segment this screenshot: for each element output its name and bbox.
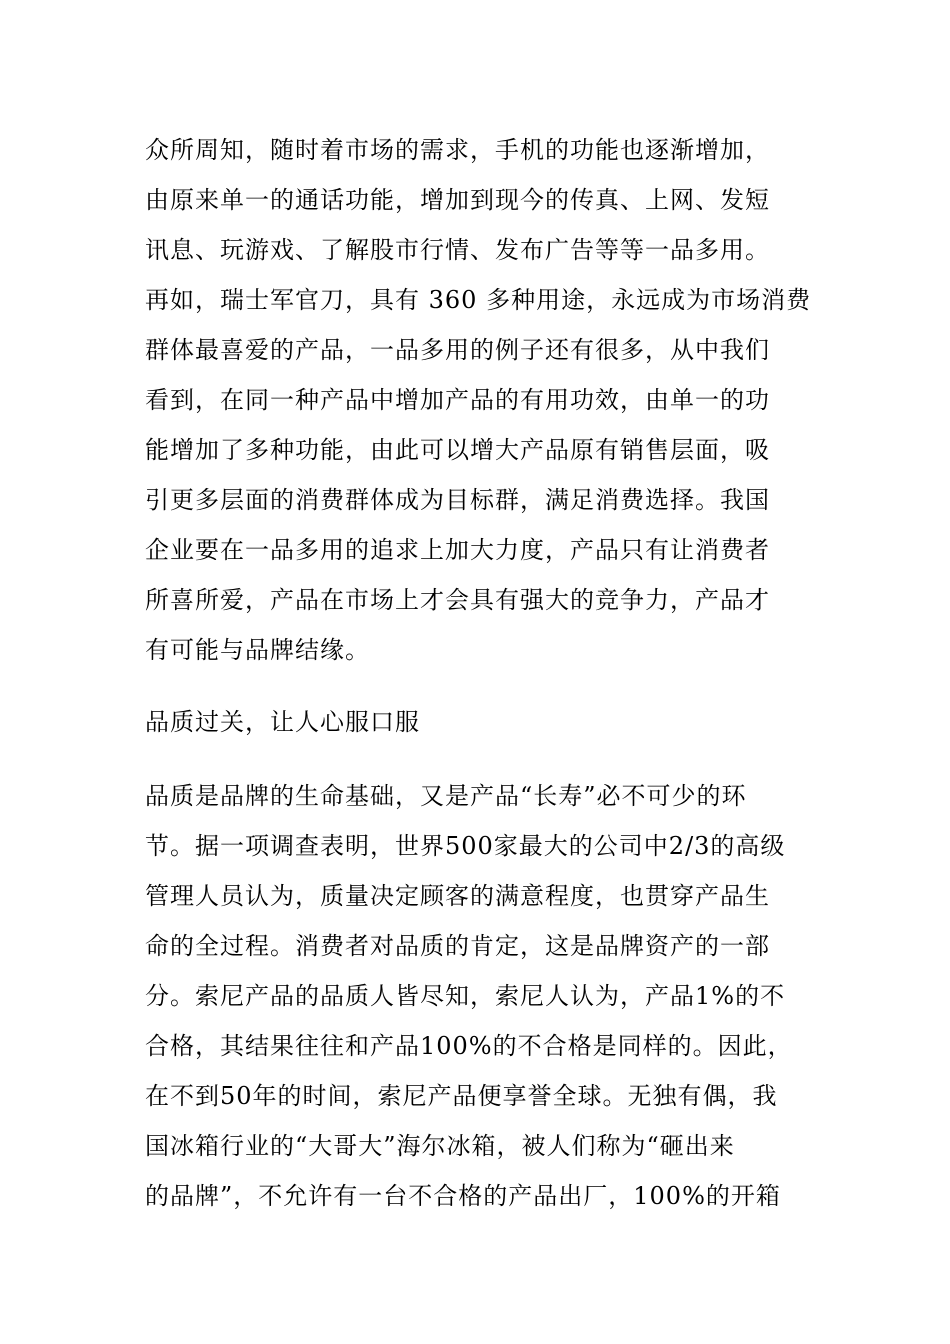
text-line: 的品牌”，不允许有一台不合格的产品出厂，100%的开箱: [145, 1182, 781, 1210]
text-line: 由原来单一的通话功能，增加到现今的传真、上网、发短: [145, 186, 770, 214]
text-line: 再如，瑞士军官刀，具有 360 多种用途，永远成为市场消费: [145, 286, 812, 314]
text-line: 节。据一项调查表明，世界500家最大的公司中2/3的高级: [145, 832, 786, 860]
text-line: 讯息、玩游戏、了解股市行情、发布广告等等一品多用。: [145, 236, 770, 264]
text-line: 命的全过程。消费者对品质的肯定，这是品牌资产的一部: [145, 932, 770, 960]
text-line: 国冰箱行业的“大哥大”海尔冰箱，被人们称为“砸出来: [145, 1132, 735, 1160]
text-line: 群体最喜爱的产品，一品多用的例子还有很多，从中我们: [145, 336, 770, 364]
text-line: 分。索尼产品的品质人皆尽知，索尼人认为，产品1%的不: [145, 982, 786, 1010]
paragraph-phone-and-knife: [145, 125, 825, 675]
text-line: 企业要在一品多用的追求上加大力度，产品只有让消费者: [145, 536, 770, 564]
text-line: 所喜所爱，产品在市场上才会具有强大的竞争力，产品才: [145, 586, 770, 614]
text-line: 合格，其结果往往和产品100%的不合格是同样的。因此，: [145, 1032, 793, 1060]
text-line: 引更多层面的消费群体成为目标群，满足消费选择。我国: [145, 486, 770, 514]
section-heading: [145, 697, 825, 747]
heading-text: 品质过关，让人心服口服: [145, 708, 420, 736]
text-line: 管理人员认为，质量决定顾客的满意程度，也贯穿产品生: [145, 882, 770, 910]
text-line: 有可能与品牌结缘。: [145, 636, 370, 664]
text-line: 在不到50年的时间，索尼产品便享誉全球。无独有偶，我: [145, 1082, 778, 1110]
text-line: 看到，在同一种产品中增加产品的有用功效，由单一的功: [145, 386, 770, 414]
paragraph-quality: [145, 771, 825, 1221]
text-line: 品质是品牌的生命基础，又是产品“长寿”必不可少的环: [145, 782, 747, 810]
text-line: 能增加了多种功能，由此可以增大产品原有销售层面，吸: [145, 436, 770, 464]
text-line: 众所周知，随时着市场的需求，手机的功能也逐渐增加，: [145, 136, 770, 164]
